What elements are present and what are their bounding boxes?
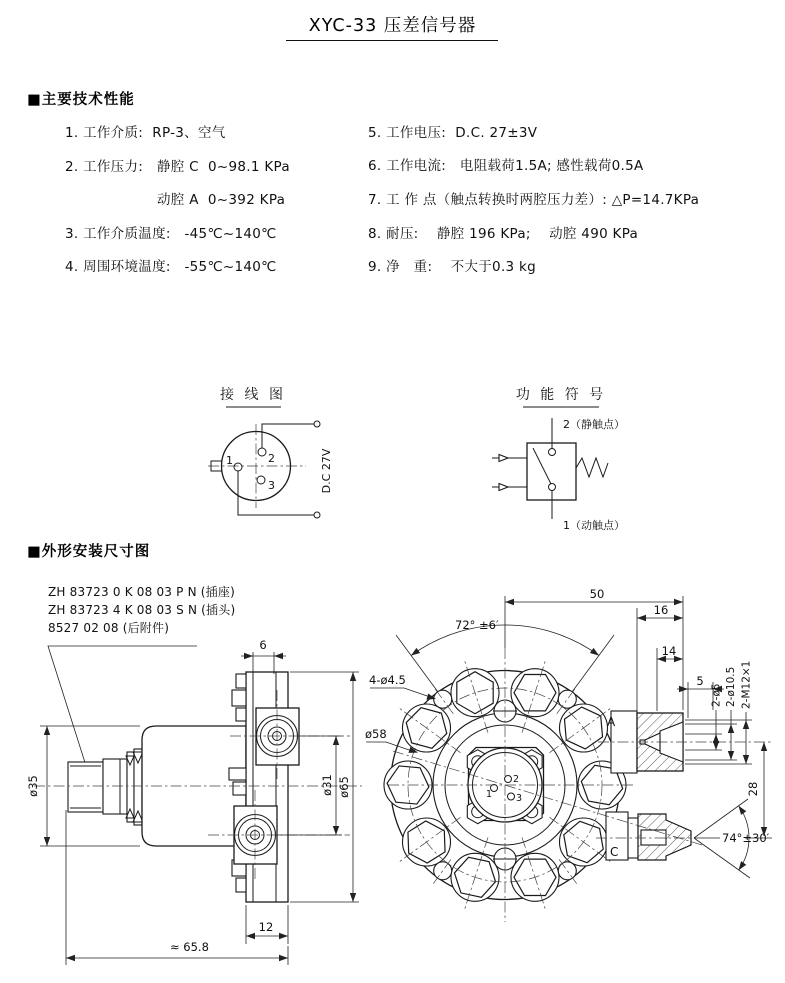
- spec-item: 动腔 A 0~392 KPa: [157, 192, 286, 208]
- dims-header: ■外形安装尺寸图: [27, 544, 151, 560]
- svg-text:12: 12: [258, 920, 274, 934]
- dim-28: [745, 742, 772, 838]
- spec-item: 3. 工作介质温度: -45℃~140℃: [65, 226, 277, 242]
- svg-text:72° ±6′: 72° ±6′: [455, 618, 499, 632]
- arrow-icon: [499, 455, 508, 462]
- callout-plug: ZH 83723 4 K 08 03 S N (插头): [48, 603, 236, 617]
- spec-item: 1. 工作介质: RP-3、空气: [65, 125, 226, 141]
- pin-2: [258, 448, 266, 456]
- dim-12: [246, 905, 288, 944]
- spec-item: 8. 耐压: 静腔 196 KPa; 动腔 490 KPa: [368, 226, 639, 242]
- pin-3-label: 3: [268, 479, 275, 492]
- port-c: [606, 812, 691, 860]
- port-a-label: A: [607, 715, 616, 729]
- port-boss-upper: [256, 708, 299, 765]
- port-c-label: C: [610, 845, 619, 859]
- svg-text:ø35: ø35: [26, 775, 40, 797]
- pin-1-label: 1: [486, 789, 493, 800]
- svg-text:ø58: ø58: [365, 727, 387, 741]
- terminal-top: [314, 421, 320, 427]
- wire-top: [262, 424, 314, 448]
- spring-icon: [576, 458, 608, 477]
- spec-item: 7. 工 作 点（触点转换时两腔压力差）: △P=14.7KPa: [368, 192, 700, 208]
- svg-text:6: 6: [259, 638, 267, 652]
- front-view-drawing: [365, 560, 785, 983]
- spec-item: 2. 工作压力: 静腔 C 0~98.1 KPa: [65, 159, 290, 175]
- svg-text:28: 28: [746, 781, 760, 797]
- specs-header: ■主要技术性能: [27, 92, 135, 108]
- svg-text:ø31: ø31: [320, 774, 334, 796]
- pin-3-label: 3: [516, 793, 523, 804]
- terminal-bottom: [314, 512, 320, 518]
- svg-text:5: 5: [696, 674, 704, 688]
- voltage-label: D.C 27V: [320, 448, 333, 494]
- spec-item: 6. 工作电流: 电阻载荷1.5A; 感性载荷0.5A: [368, 158, 644, 174]
- pin-1-label: 1: [226, 454, 233, 467]
- pin-2-label: 2: [268, 452, 275, 465]
- page-title: XYC-33 压差信号器: [308, 16, 477, 36]
- flange-side: [229, 672, 288, 902]
- moving-contact-label: 1（动触点）: [563, 519, 625, 532]
- dim-14: [657, 644, 683, 711]
- svg-text:74°±30′: 74°±30′: [722, 831, 770, 845]
- wire-bottom: [238, 471, 314, 515]
- dim-angle-right: [694, 799, 770, 878]
- bore-label-1: 2-ø5: [710, 683, 723, 707]
- symbol-title: 功 能 符 号: [515, 387, 607, 403]
- svg-text:50: 50: [589, 587, 605, 601]
- svg-text:14: 14: [661, 644, 677, 658]
- pin-3: [257, 476, 265, 484]
- contact-bottom: [549, 484, 556, 491]
- side-view-drawing: [20, 560, 385, 980]
- svg-text:4-ø4.5: 4-ø4.5: [369, 673, 406, 687]
- callout-accessory: 8527 02 08 (后附件): [48, 621, 170, 635]
- spec-item: 4. 周围环境温度: -55℃~140℃: [65, 259, 277, 275]
- spec-item: 5. 工作电压: D.C. 27±3V: [368, 125, 538, 141]
- bore-label-2: 2-ø10.5: [725, 666, 737, 707]
- pin-2-label: 2: [513, 774, 520, 785]
- contact-top: [549, 449, 556, 456]
- callout-socket: ZH 83723 0 K 08 03 P N (插座): [48, 585, 235, 599]
- bore-dims: [685, 661, 753, 764]
- svg-text:≈ 65.8: ≈ 65.8: [170, 940, 209, 954]
- static-contact-label: 2（静触点）: [563, 418, 625, 431]
- svg-text:ø65: ø65: [337, 776, 351, 798]
- title-underline: [286, 40, 498, 41]
- function-symbol: [470, 370, 695, 540]
- wiring-title: 接 线 图: [220, 387, 286, 403]
- pin-1: [234, 463, 242, 471]
- connector-side: [68, 749, 143, 825]
- centerlines: [34, 690, 362, 882]
- svg-text:16: 16: [653, 603, 669, 617]
- wiring-diagram: [180, 370, 365, 540]
- spec-item: 9. 净 重: 不大于0.3 kg: [368, 259, 537, 275]
- arrow-icon: [499, 484, 508, 491]
- bore-label-3: 2-M12×1: [740, 660, 753, 709]
